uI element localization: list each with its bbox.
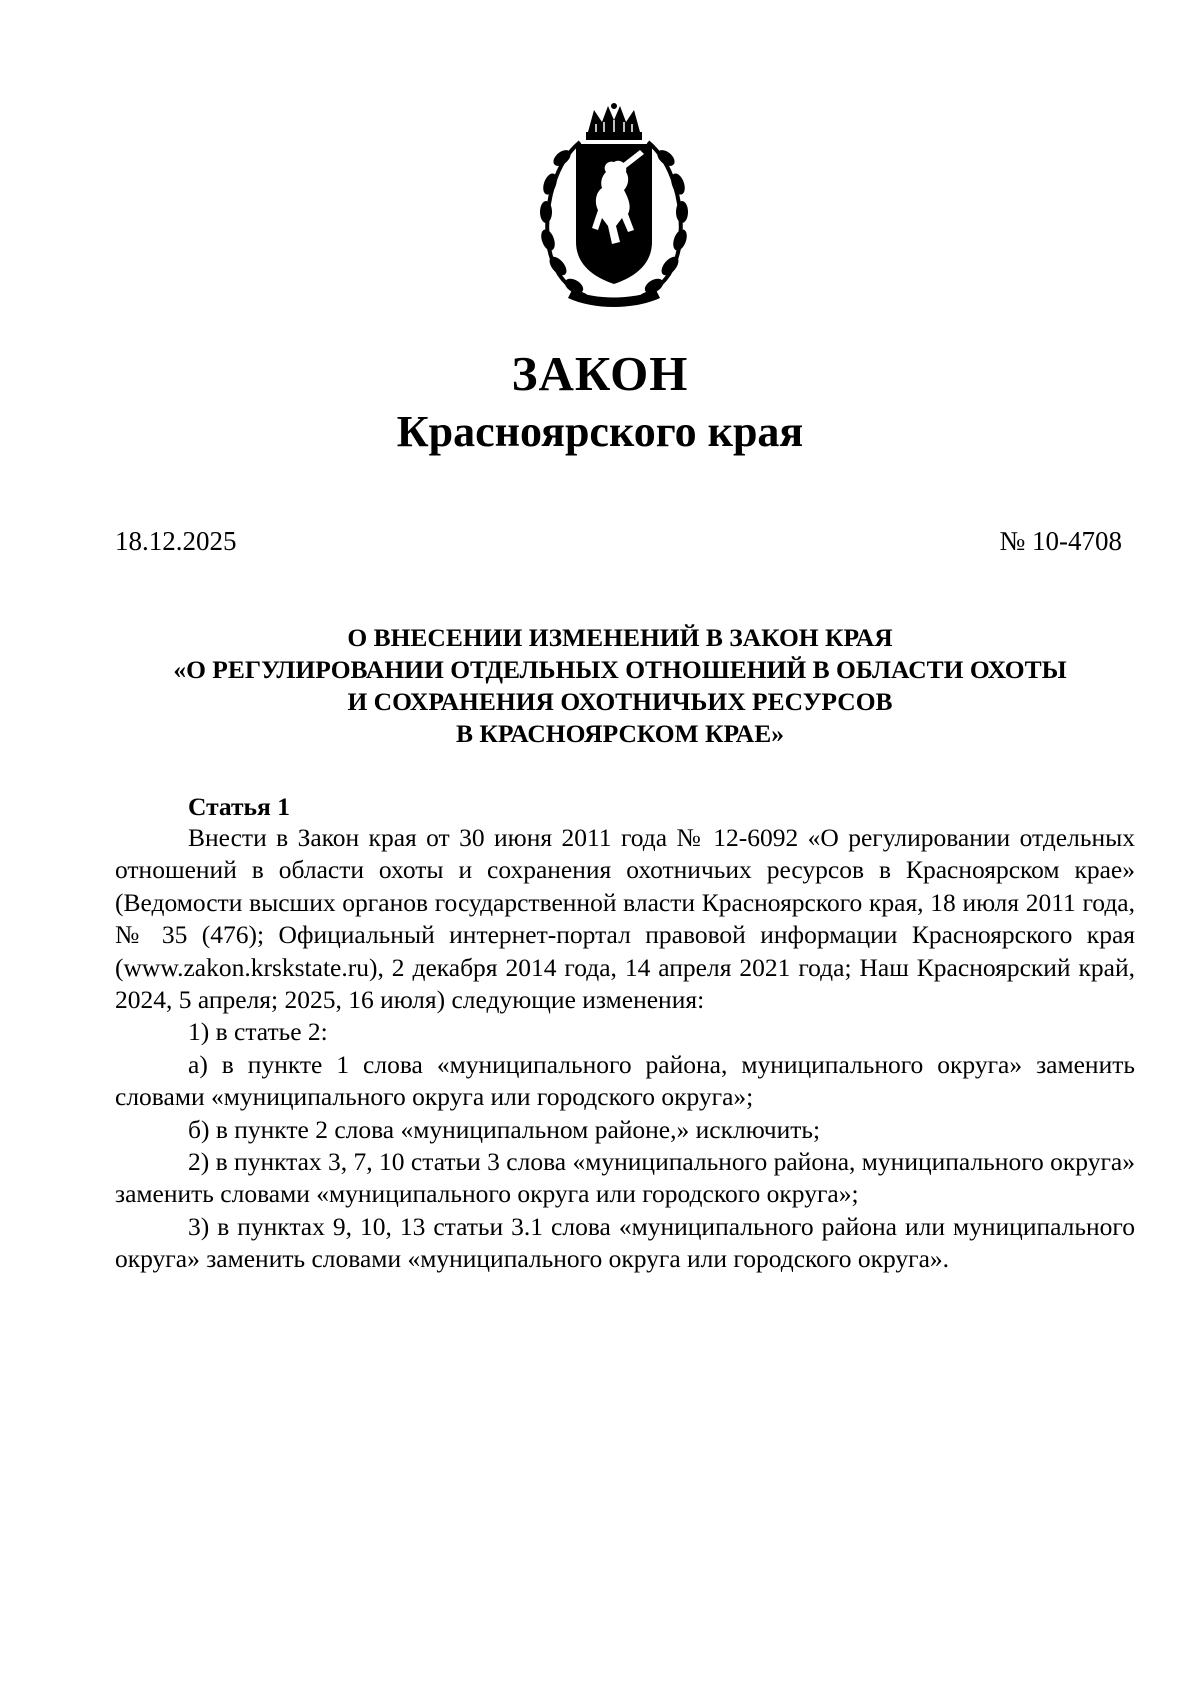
law-title: ЗАКОН [511,346,689,401]
coat-of-arms-emblem [536,102,692,312]
heading-line: В КРАСНОЯРСКОМ КРАЕ» [456,719,784,748]
article-paragraph: б) в пункте 2 слова «муниципальном районе,» исключить; [188,1114,821,1144]
heading-line: О ВНЕСЕНИИ ИЗМЕНЕНИЙ В ЗАКОН КРАЯ [347,623,893,652]
article-body [115,822,1135,1276]
heading-line: «О РЕГУЛИРОВАНИИ ОТДЕЛЬНЫХ ОТНОШЕНИЙ В ОБЛАСТИ ОХОТЫ [173,655,1067,684]
article-title: Статья 1 [188,792,290,821]
law-date: 18.12.2025 [115,526,237,556]
law-heading [100,622,1140,750]
law-region: Красноярского края [396,407,804,456]
law-number: № 10-4708 [999,526,1122,556]
article-paragraph: 3) в пунктах 9, 10, 13 статьи 3.1 слова «муниципального района или муниципального округа» заменить словами «муниципального округа или городского округа». [115,1211,1135,1274]
coat-of-arms-image [536,102,692,312]
article-paragraph: 2) в пунктах 3, 7, 10 статьи 3 слова «муниципального района, муниципального округа» заменить словами «муниципального округа или городского округа»; [115,1147,1135,1209]
heading-line: И СОХРАНЕНИЯ ОХОТНИЧЬИХ РЕСУРСОВ [347,687,893,716]
article-paragraph: Внести в Закон края от 30 июня 2011 года № 12-6092 «О регулировании отдельных отношений в области охоты и сохранения охотничьих ресурсов в Красноярском крае» (Ведомости высших органов государственной власти Красноярского края, 18 июля 2011 года, № 35 (476); Официальный интернет-портал правовой информации Красноярского края (www.zakon.krskstate.ru), 2 декабря 2014 года, 14 апреля 2021 года; Наш Красноярский край, 2024, 5 апреля; 2025, 16 июля) следующие изменения: [115,823,1135,1015]
article-paragraph: а) в пункте 1 слова «муниципального района, муниципального округа» заменить словами «муниципального округа или городского округа»; [115,1049,1135,1112]
article-paragraph: 1) в статье 2: [188,1017,328,1047]
